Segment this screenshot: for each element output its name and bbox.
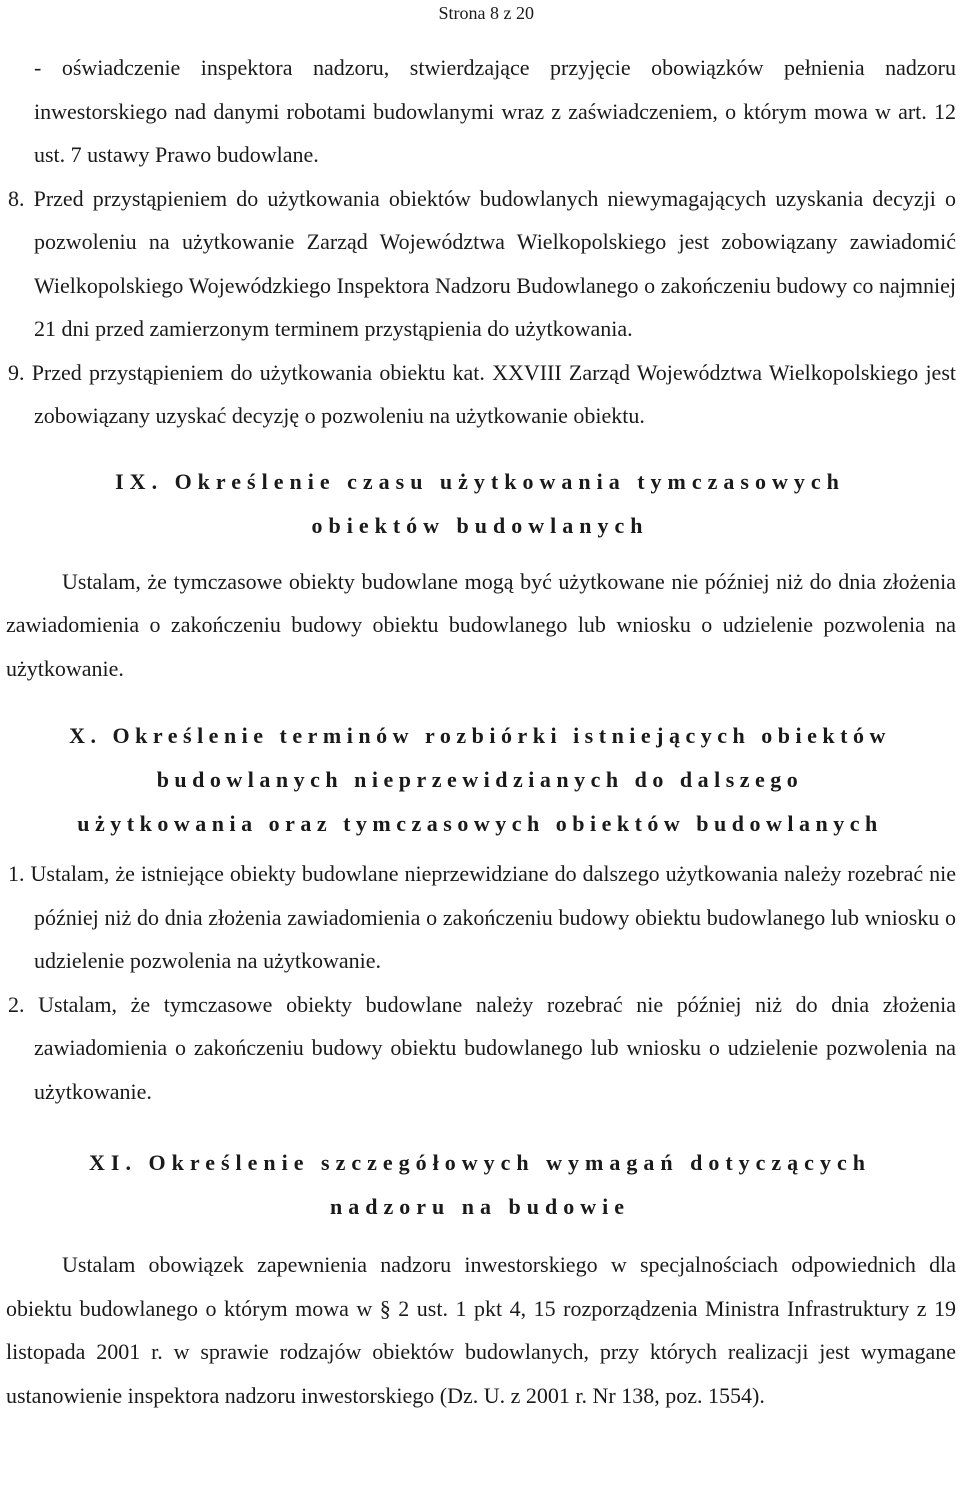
section-x-item-2: 2. Ustalam, że tymczasowe obiekty budowlane należy rozebrać nie później niż do dnia złożenia zawiadomienia o zakończeniu budowy obiektu budowlanego lub wniosku o udzielenie pozwolenia na użytkowanie. (8, 991, 956, 1104)
section-x-heading (0, 714, 960, 846)
item-9-paragraph: 9. Przed przystąpieniem do użytkowania obiektu kat. XXVIII Zarząd Województwa Wielkopolskiego jest zobowiązany uzyskać decyzję o pozwoleniu na użytkowanie obiektu. (8, 359, 956, 428)
section-xi-heading-line-2: nadzoru na budowie (330, 1194, 630, 1219)
section-ix-heading (0, 460, 960, 548)
section-xi-text (6, 1243, 956, 1417)
section-ix-heading-line-1: IX. Określenie czasu użytkowania tymczasowych (115, 468, 845, 494)
section-ix-heading-line-2: obiektów budowlanych (311, 512, 649, 538)
page-number-header: Strona 8 z 20 (438, 3, 534, 23)
document-body (0, 46, 960, 1417)
section-ix-text (6, 560, 956, 691)
section-xi-heading-line-1: XI. Określenie szczegółowych wymagań dotyczących (89, 1150, 871, 1175)
section-xi-text-content: Ustalam obowiązek zapewnienia nadzoru inwestorskiego w specjalnościach odpowiednich dla obiektu budowlanego o którym mowa w § 2 ust. 1 pkt 4, 15 rozporządzenia Ministra Infrastruktury z 19 listopada 2001 r. w sprawie rodzajów obiektów budowlanych, przy których realizacji jest wymagane ustanowienie inspektora nadzoru inwestorskiego (Dz. U. z 2001 r. Nr 138, poz. 1554). (6, 1252, 956, 1408)
section-ix-text-content: Ustalam, że tymczasowe obiekty budowlane mogą być użytkowane nie później niż do dnia złożenia zawiadomienia o zakończeniu budowy obiektu budowlanego lub wniosku o udzielenie pozwolenia na użytkowanie. (6, 568, 956, 681)
section-x-item-1: 1. Ustalam, że istniejące obiekty budowlane nieprzewidziane do dalszego użytkowania należy rozebrać nie później niż do dnia złożenia zawiadomienia o zakończeniu budowy obiektu budowlanego lub wniosku o udzielenie pozwolenia na użytkowanie. (8, 861, 956, 973)
section-x-heading-line-3: użytkowania oraz tymczasowych obiektów budowlanych (77, 811, 883, 836)
section-x-heading-line-1: X. Określenie terminów rozbiórki istniejących obiektów (69, 723, 891, 748)
section-x-heading-line-2: budowlanych nieprzewidzianych do dalszego (156, 767, 804, 792)
inspector-statement-paragraph: - oświadczenie inspektora nadzoru, stwierdzające przyjęcie obowiązków pełnienia nadzoru inwestorskiego nad danymi robotami budowlanymi wraz z zaświadczeniem, o którym mowa w art. 12 ust. 7 ustawy Prawo budowlane. (34, 55, 956, 167)
section-xi-heading (0, 1141, 960, 1229)
item-8-paragraph: 8. Przed przystąpieniem do użytkowania obiektów budowlanych niewymagających uzyskania decyzji o pozwoleniu na użytkowanie Zarząd Województwa Wielkopolskiego jest zobowiązany zawiadomić Wielkopolskiego Wojewódzkiego Inspektora Nadzoru Budowlanego o zakończeniu budowy co najmniej 21 dni przed zamierzonym terminem przystąpienia do użytkowania. (8, 185, 956, 341)
